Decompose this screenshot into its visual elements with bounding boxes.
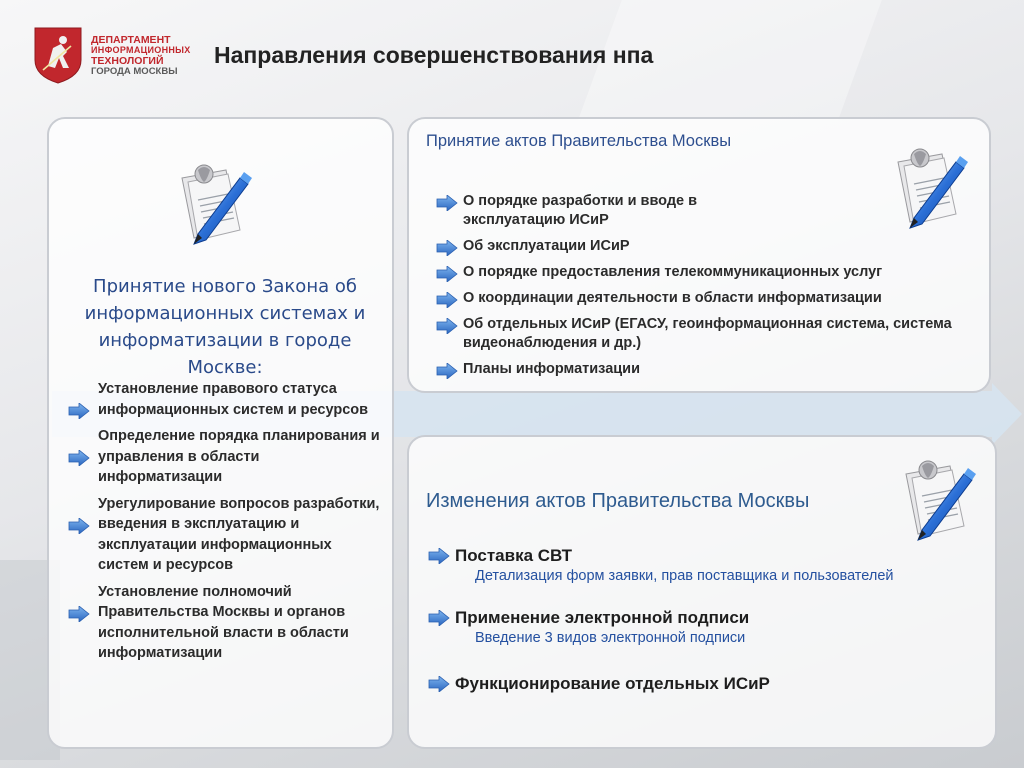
department-logo[interactable] bbox=[33, 26, 193, 86]
list-item-title: Поставка СВТ bbox=[455, 546, 573, 565]
list-item bbox=[436, 360, 981, 379]
list-item bbox=[68, 582, 383, 664]
acts-changes-items bbox=[428, 545, 988, 695]
logo-line-4: ГОРОДА МОСКВЫ bbox=[91, 65, 178, 77]
list-item bbox=[428, 545, 988, 585]
list-item bbox=[436, 289, 981, 308]
acts-adoption-heading: Принятие актов Правительства Москвы bbox=[426, 132, 732, 150]
page-title: Направления совершенствования нпа bbox=[214, 42, 654, 68]
arrow-bullet-icon bbox=[436, 266, 458, 282]
arrow-bullet-icon bbox=[428, 548, 450, 564]
arrow-bullet-icon bbox=[428, 610, 450, 626]
list-item bbox=[436, 263, 981, 282]
arrow-bullet-icon bbox=[436, 240, 458, 256]
list-item-subtitle: Детализация форм заявки, прав поставщика и пользователей bbox=[475, 568, 894, 584]
list-item-text: О порядке предоставления телекоммуникационных услуг bbox=[463, 264, 883, 280]
logo-line-2: ИНФОРМАЦИОННЫХ bbox=[91, 45, 191, 56]
list-item bbox=[428, 607, 988, 647]
arrow-bullet-icon bbox=[68, 403, 90, 419]
list-item-text: Установление правового статуса информационных систем и ресурсов bbox=[98, 381, 369, 418]
logo-line-1: ДЕПАРТАМЕНТ bbox=[91, 34, 171, 47]
list-item bbox=[68, 379, 383, 420]
law-items bbox=[68, 379, 383, 670]
arrow-bullet-icon bbox=[436, 318, 458, 334]
list-item-subtitle: Введение 3 видов электронной подписи bbox=[475, 630, 746, 646]
list-item bbox=[68, 494, 383, 576]
list-item-title: Функционирование отдельных ИСиР bbox=[455, 674, 770, 693]
logo-line-3: ТЕХНОЛОГИЙ bbox=[91, 54, 164, 67]
list-item-title: Применение электронной подписи bbox=[455, 608, 750, 627]
list-item-text: О порядке разработки и вводе в эксплуатацию ИСиР bbox=[463, 193, 698, 228]
list-item bbox=[428, 673, 988, 695]
document-pen-icon bbox=[898, 452, 978, 544]
list-item-text: О координации деятельности в области информатизации bbox=[463, 290, 882, 306]
list-item-text: Об отдельных ИСиР (ЕГАСУ, геоинформационная система, система видеонаблюдения и др.) bbox=[463, 316, 952, 351]
arrow-bullet-icon bbox=[68, 518, 90, 534]
arrow-bullet-icon bbox=[428, 676, 450, 692]
list-item-text: Установление полномочий Правительства Москвы и органов исполнительной власти в области информатизации bbox=[98, 583, 349, 661]
document-pen-icon bbox=[174, 156, 254, 248]
header bbox=[0, 0, 1024, 100]
arrow-bullet-icon bbox=[68, 450, 90, 466]
list-item bbox=[68, 426, 383, 488]
list-item-text: Определение порядка планирования и управления в области информатизации bbox=[98, 428, 380, 485]
list-item-text: Об эксплуатации ИСиР bbox=[463, 238, 630, 254]
acts-adoption-items bbox=[436, 192, 981, 386]
list-item-text: Урегулирование вопросов разработки, введения в эксплуатацию и эксплуатации информационных систем и ресурсов bbox=[98, 495, 380, 573]
arrow-bullet-icon bbox=[68, 606, 90, 622]
acts-changes-heading: Изменения актов Правительства Москвы bbox=[426, 490, 810, 512]
list-item bbox=[436, 315, 981, 353]
logo-text bbox=[91, 26, 191, 86]
list-item bbox=[436, 192, 763, 230]
moscow-coat-of-arms-icon bbox=[33, 26, 83, 84]
arrow-bullet-icon bbox=[436, 363, 458, 379]
law-heading: Принятие нового Закона об информационных системах и информатизации в городе Москве: bbox=[84, 276, 366, 378]
arrow-bullet-icon bbox=[436, 195, 458, 211]
arrow-bullet-icon bbox=[436, 292, 458, 308]
list-item-text: Планы информатизации bbox=[463, 361, 640, 377]
list-item bbox=[436, 237, 981, 256]
